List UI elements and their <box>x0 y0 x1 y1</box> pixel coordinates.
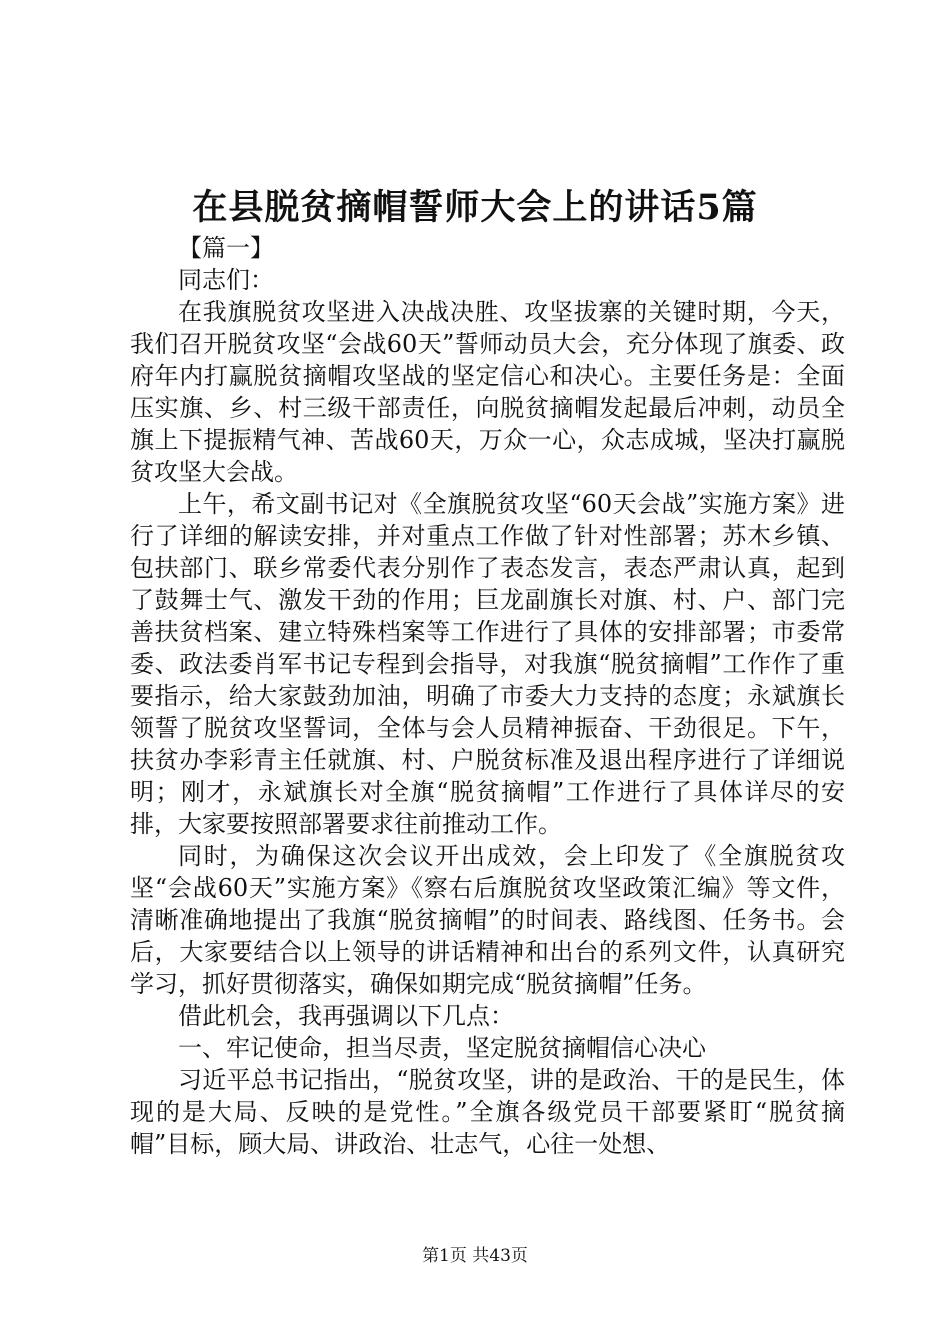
paragraph: 在我旗脱贫攻坚进入决战决胜、攻坚拔寨的关键时期，今天，我们召开脱贫攻坚“会战60天”誓师动员大会，充分体现了旗委、政府年内打赢脱贫摘帽攻坚战的坚定信心和决心。主要任务是：全面压实旗、乡、村三级干部责任，向脱贫摘帽发起最后冲刺，动员全旗上下提振精气神、苦战60天，万众一心，众志成城，坚决打赢脱贫攻坚大会战。 <box>130 298 845 486</box>
paragraph: 上午，希文副书记对《全旗脱贫攻坚“60天会战”实施方案》进行了详细的解读安排，并对重点工作做了针对性部署；苏木乡镇、包扶部门、联乡常委代表分别作了表态发言，表态严肃认真，起到了鼓舞士气、激发干劲的作用；巨龙副旗长对旗、村、户、部门完善扶贫档案、建立特殊档案等工作进行了具体的安排部署；市委常委、政法委肖军书记专程到会指导，对我旗“脱贫摘帽”工作作了重要指示，给大家鼓劲加油，明确了市委大力支持的态度；永斌旗长领誓了脱贫攻坚誓词，全体与会人员精神振奋、干劲很足。下午，扶贫办李彩青主任就旗、村、户脱贫标准及退出程序进行了详细说明；刚才，永斌旗长对全旗“脱贫摘帽”工作进行了具体详尽的安排，大家要按照部署要求往前推动工作。 <box>130 490 845 838</box>
subheading: 一、牢记使命，担当尽责，坚定脱贫摘帽信心决心 <box>178 1034 706 1062</box>
paragraph: 借此机会，我再强调以下几点： <box>178 1002 514 1030</box>
salutation: 同志们： <box>178 266 274 294</box>
section-heading: 【篇一】 <box>178 234 274 262</box>
paragraph: 习近平总书记指出，“脱贫攻坚，讲的是政治、干的是民生，体现的是大局、反映的是党性。”全旗各级党员干部要紧盯“脱贫摘帽”目标，顾大局、讲政治、壮志气，心往一处想、 <box>130 1066 845 1158</box>
document-title: 在县脱贫摘帽誓师大会上的讲话5篇 <box>192 187 758 228</box>
paragraph: 同时，为确保这次会议开出成效，会上印发了《全旗脱贫攻坚“会战60天”实施方案》《察右后旗脱贫攻坚政策汇编》等文件，清晰准确地提出了我旗“脱贫摘帽”的时间表、路线图、任务书。会后，大家要结合以上领导的讲话精神和出台的系列文件，认真研究学习，抓好贯彻落实，确保如期完成“脱贫摘帽”任务。 <box>130 842 845 998</box>
page-footer: 第1页 共43页 <box>422 1246 528 1266</box>
document-body <box>130 232 845 1160</box>
